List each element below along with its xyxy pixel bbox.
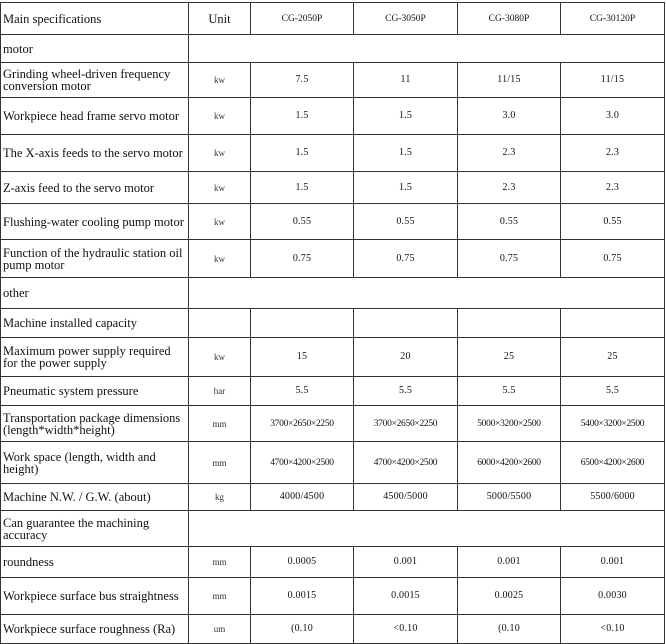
cell-value: 5.5 [354,377,458,406]
cell-value: 0.55 [458,204,561,240]
cell-value: 5000/5500 [458,484,561,511]
table-row [1,578,665,615]
header-row [1,3,665,35]
cell-value: 20 [354,338,458,377]
model-header: CG-30120P [561,3,665,35]
row-label: Pneumatic system pressure [1,377,189,406]
row-unit: kg [189,484,251,511]
row-label: roundness [1,547,189,578]
cell-value: 0.0030 [561,578,665,615]
row-unit: kw [189,98,251,135]
section-title: Can guarantee the machining accuracy [1,511,189,547]
row-unit: mm [189,442,251,484]
table-row [1,338,665,377]
section-spacer [189,511,665,547]
unit-column-header: Unit [189,3,251,35]
row-label: Function of the hydraulic station oil pump motor [1,240,189,278]
cell-value: 7.5 [251,63,354,98]
table-row [1,442,665,484]
cell-value: 15 [251,338,354,377]
row-label: Z-axis feed to the servo motor [1,172,189,204]
cell-value: 25 [458,338,561,377]
table-row [1,406,665,442]
cell-value: 6500×4200×2600 [561,442,665,484]
table-row [1,484,665,511]
row-unit: kw [189,135,251,172]
row-unit: kw [189,172,251,204]
row-label: Workpiece surface bus straightness [1,578,189,615]
cell-value: 1.5 [251,172,354,204]
cell-value: 5.5 [251,377,354,406]
table-row [1,240,665,278]
row-label: Machine installed capacity [1,309,189,338]
model-header: CG-3080P [458,3,561,35]
cell-value: 0.0015 [251,578,354,615]
spec-column-header: Main specifications [1,3,189,35]
row-label: Work space (length, width and height) [1,442,189,484]
cell-value: 1.5 [354,172,458,204]
cell-value: 0.55 [561,204,665,240]
section-row-motor [1,35,665,63]
cell-value: 6000×4200×2600 [458,442,561,484]
cell-value: 2.3 [561,135,665,172]
cell-value: 0.0005 [251,547,354,578]
table-row [1,172,665,204]
cell-value: <0.10 [354,615,458,644]
cell-value: 0.55 [251,204,354,240]
cell-value: 2.3 [458,172,561,204]
cell-value: 3.0 [561,98,665,135]
cell-value: 25 [561,338,665,377]
table-row [1,547,665,578]
row-label: The X-axis feeds to the servo motor [1,135,189,172]
table-row [1,98,665,135]
cell-value: 5000×3200×2500 [458,406,561,442]
section-row-other [1,278,665,309]
cell-value: 0.001 [561,547,665,578]
cell-value: 0.55 [354,204,458,240]
row-unit: kw [189,204,251,240]
cell-value [354,309,458,338]
row-unit: mm [189,547,251,578]
cell-value: 1.5 [354,135,458,172]
row-label: Grinding wheel-driven frequency conversion motor [1,63,189,98]
table-row [1,63,665,98]
section-row-accuracy [1,511,665,547]
row-label: Transportation package dimensions (length*width*height) [1,406,189,442]
model-header: CG-2050P [251,3,354,35]
cell-value: 5.5 [561,377,665,406]
row-label: Machine N.W. / G.W. (about) [1,484,189,511]
specifications-table [0,2,665,644]
cell-value: 4700×4200×2500 [251,442,354,484]
row-unit: kw [189,338,251,377]
cell-value: 3700×2650×2250 [354,406,458,442]
row-unit [189,309,251,338]
cell-value: 1.5 [251,98,354,135]
cell-value: 5500/6000 [561,484,665,511]
table-row [1,135,665,172]
cell-value: 0.75 [458,240,561,278]
cell-value: 5.5 [458,377,561,406]
cell-value: 0.001 [354,547,458,578]
model-header: CG-3050P [354,3,458,35]
cell-value: 4000/4500 [251,484,354,511]
section-spacer [189,35,665,63]
row-unit: mm [189,406,251,442]
cell-value: 3700×2650×2250 [251,406,354,442]
cell-value: 1.5 [354,98,458,135]
cell-value: 0.75 [354,240,458,278]
cell-value [251,309,354,338]
table-row [1,377,665,406]
cell-value: 0.0025 [458,578,561,615]
cell-value: 1.5 [251,135,354,172]
cell-value: 0.75 [251,240,354,278]
cell-value: 11 [354,63,458,98]
row-unit: bar [189,377,251,406]
row-unit: kw [189,240,251,278]
cell-value: 11/15 [458,63,561,98]
cell-value: <0.10 [561,615,665,644]
cell-value [458,309,561,338]
cell-value: 4500/5000 [354,484,458,511]
cell-value: 0.0015 [354,578,458,615]
section-spacer [189,278,665,309]
cell-value: 5400×3200×2500 [561,406,665,442]
row-label: Workpiece head frame servo motor [1,98,189,135]
cell-value: (0.10 [458,615,561,644]
cell-value: 0.001 [458,547,561,578]
section-title: other [1,278,189,309]
row-unit: kw [189,63,251,98]
row-unit: um [189,615,251,644]
row-label: Maximum power supply required for the power supply [1,338,189,377]
cell-value: 4700×4200×2500 [354,442,458,484]
row-unit: mm [189,578,251,615]
cell-value: 11/15 [561,63,665,98]
cell-value [561,309,665,338]
cell-value: (0.10 [251,615,354,644]
cell-value: 0.75 [561,240,665,278]
table-row [1,615,665,644]
table-row [1,309,665,338]
cell-value: 3.0 [458,98,561,135]
table-row [1,204,665,240]
section-title: motor [1,35,189,63]
cell-value: 2.3 [458,135,561,172]
row-label: Workpiece surface roughness (Ra) [1,615,189,644]
cell-value: 2.3 [561,172,665,204]
row-label: Flushing-water cooling pump motor [1,204,189,240]
